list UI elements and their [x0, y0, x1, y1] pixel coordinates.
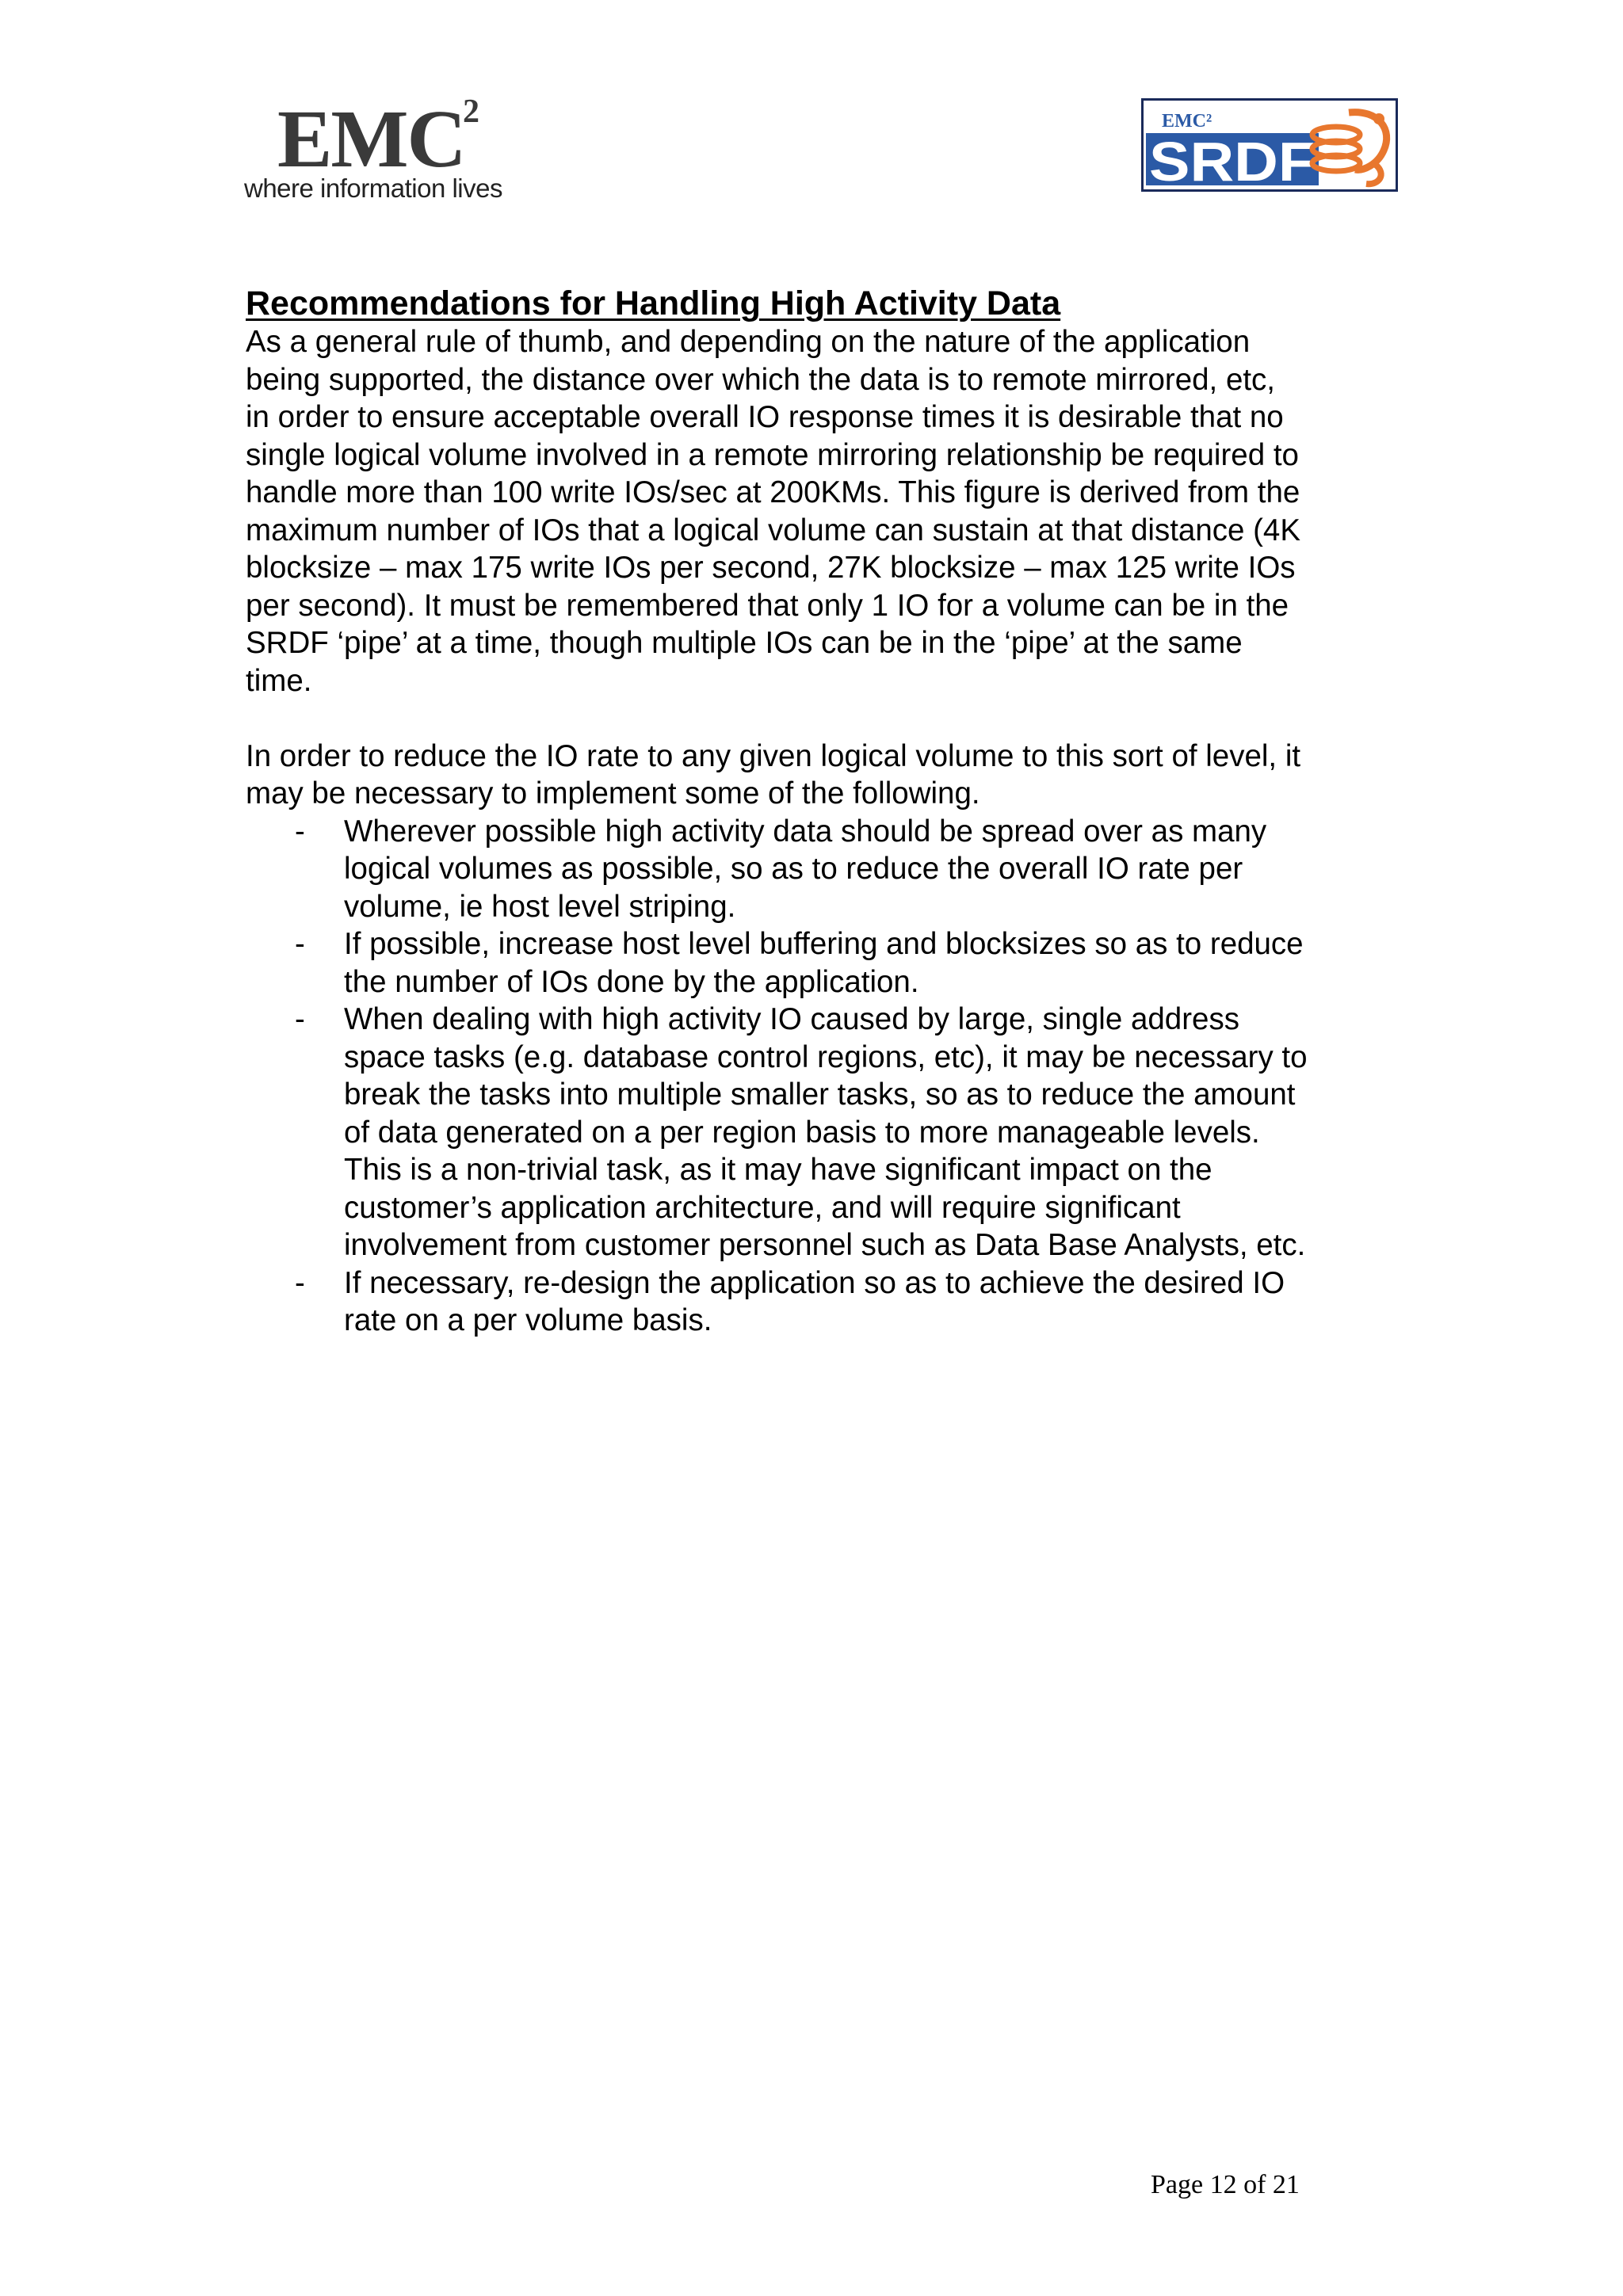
paragraph-reduce-io [246, 738, 1395, 813]
list-item-line: If necessary, re-design the application so as to achieve the desired IO [344, 1265, 1285, 1300]
paragraph-line: may be necessary to implement some of the following. [246, 776, 980, 810]
emc-logo [244, 93, 514, 209]
list-item-line: Wherever possible high activity data should be spread over as many [344, 814, 1267, 849]
paragraph-line: being supported, the distance over which the data is to remote mirrored, etc, [246, 362, 1275, 397]
paragraph-line: time. [246, 663, 312, 698]
srdf-logo [1141, 98, 1398, 192]
list-item-line: logical volumes as possible, so as to reduce the overall IO rate per [344, 852, 1243, 886]
paragraph-line: maximum number of IOs that a logical volume can sustain at that distance (4K [246, 513, 1301, 547]
list-item [246, 1264, 1395, 1340]
page-number: Page 12 of 21 [1151, 2170, 1300, 2199]
list-item-line: break the tasks into multiple smaller tasks, so as to reduce the amount [344, 1077, 1296, 1112]
list-item-line: This is a non-trivial task, as it may have significant impact on the [344, 1153, 1212, 1187]
list-item-line: If possible, increase host level buffering and blocksizes so as to reduce [344, 927, 1304, 961]
list-item-line: volume, ie host level striping. [344, 889, 736, 924]
list-item-line: When dealing with high activity IO caused by large, single address [344, 1002, 1239, 1036]
paragraph-line: As a general rule of thumb, and depending on the nature of the application [246, 325, 1251, 359]
list-item-line: rate on a per volume basis. [344, 1303, 712, 1337]
emc-logo-wordmark: EMC [277, 93, 465, 185]
section-heading: Recommendations for Handling High Activity Data [246, 284, 1061, 322]
list-item-line: customer’s application architecture, and will require significant [344, 1190, 1181, 1225]
list-item-line: space tasks (e.g. database control regions, etc), it may be necessary to [344, 1039, 1308, 1074]
bullet-dash: - [295, 1265, 305, 1300]
list-item-line: the number of IOs done by the application. [344, 964, 919, 999]
emc-logo-tagline: where information lives [244, 174, 502, 203]
paragraph-line: In order to reduce the IO rate to any given logical volume to this sort of level, it [246, 738, 1301, 773]
paragraph-line: blocksize – max 175 write IOs per second, 27K blocksize – max 125 write IOs [246, 551, 1296, 585]
list-item-line: of data generated on a per region basis to more manageable levels. [344, 1115, 1260, 1150]
document-body [246, 284, 1395, 1340]
paragraph-line: in order to ensure acceptable overall IO response times it is desirable that no [246, 400, 1284, 434]
paragraph-line: SRDF ‘pipe’ at a time, though multiple IOs can be in the ‘pipe’ at the same [246, 626, 1243, 660]
paragraph-line: per second). It must be remembered that only 1 IO for a volume can be in the [246, 588, 1289, 623]
srdf-logo-product: SRDF [1149, 131, 1316, 192]
bullet-dash: - [295, 814, 305, 849]
srdf-logo-small-text: EMC² [1162, 111, 1212, 132]
list-item [246, 813, 1395, 926]
paragraph-intro [246, 323, 1395, 700]
list-item [246, 925, 1395, 1001]
list-item [246, 1001, 1395, 1264]
paragraph-line: single logical volume involved in a remote mirroring relationship be required to [246, 437, 1299, 472]
bullet-dash: - [295, 927, 305, 961]
bullet-dash: - [295, 1002, 305, 1036]
paragraph-line: handle more than 100 write IOs/sec at 200KMs. This figure is derived from the [246, 475, 1300, 509]
recommendation-list [246, 813, 1395, 1340]
emc-logo-superscript: 2 [463, 93, 479, 130]
list-item-line: involvement from customer personnel such as Data Base Analysts, etc. [344, 1228, 1306, 1262]
